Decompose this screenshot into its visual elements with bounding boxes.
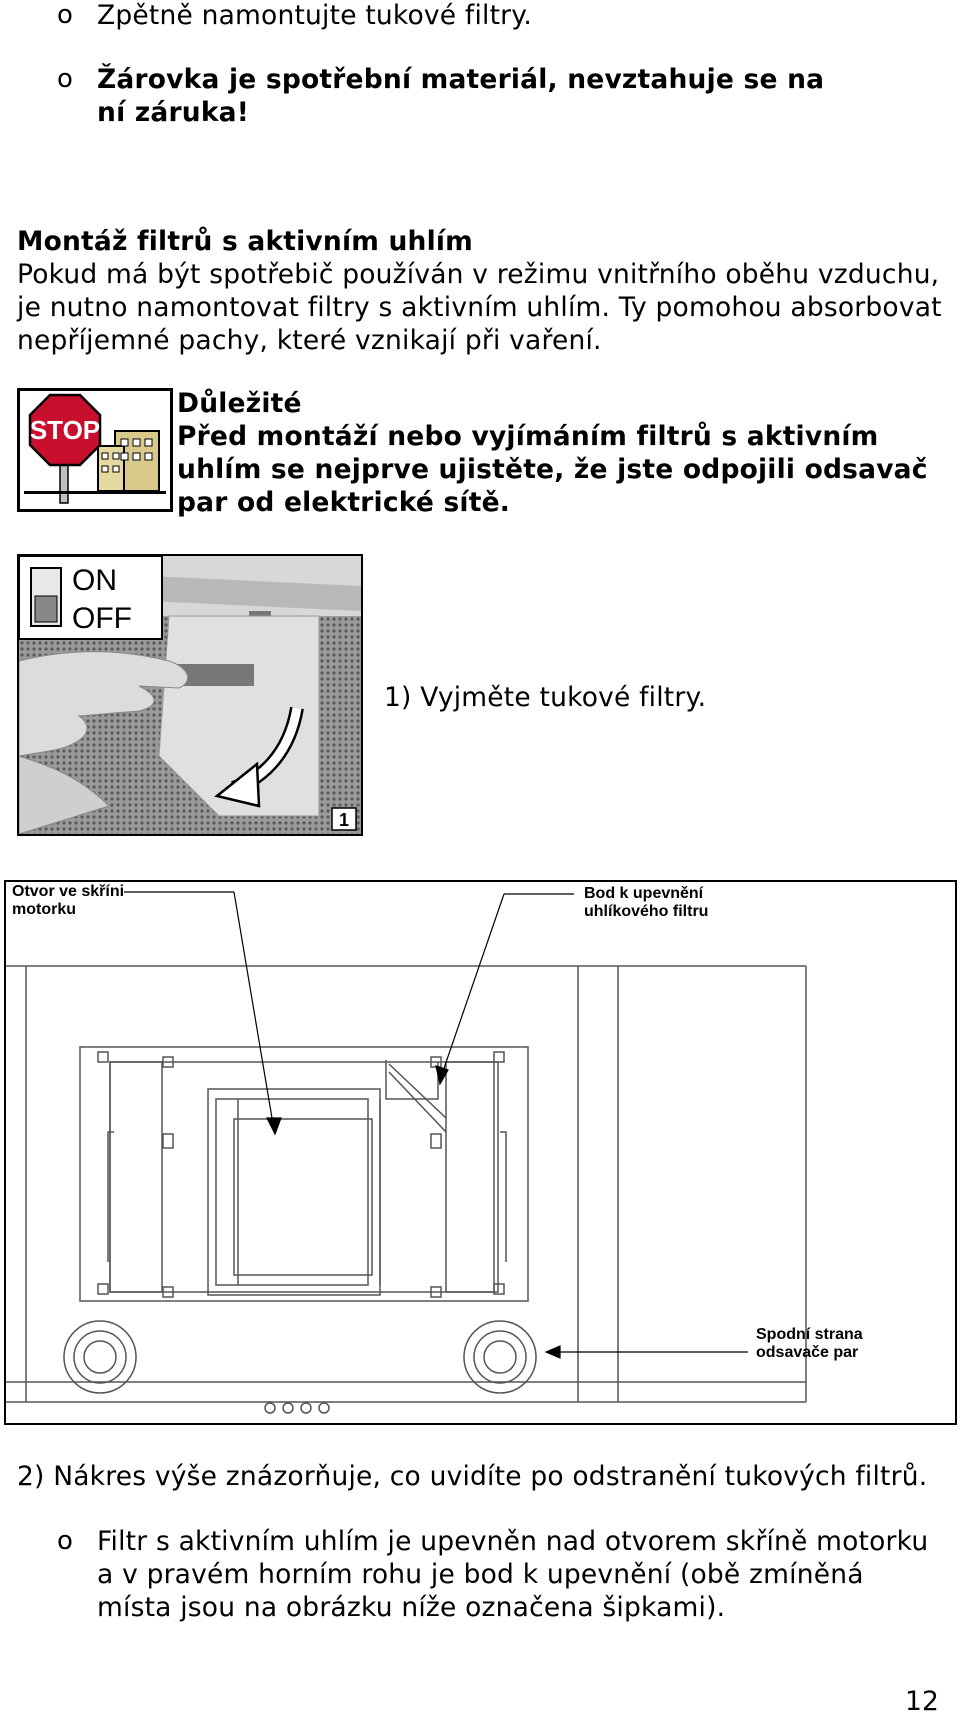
warning-text: Před montáží nebo vyjímáním filtrů s aktivním uhlím se nejprve ujistěte, že jste odpojili odsavač par od elektrické sítě. bbox=[177, 421, 928, 518]
label-fixing-point: Bod k upevnění uhlíkového filtru bbox=[584, 885, 709, 920]
section-body: Pokud má být spotřebič používán v režimu vnitřního oběhu vzduchu, je nutno namontovat filtry s aktivním uhlím. Ty pomohou absorbovat nepříjemné pachy, které vznikají při vaření. bbox=[17, 259, 942, 356]
bullet-text-warranty: Žárovka je spotřební materiál, nevztahuje se na ní záruka! bbox=[97, 64, 825, 128]
stop-sign-text: STOP bbox=[29, 415, 101, 445]
stop-sign-illustration bbox=[17, 388, 173, 512]
figure2-caption: 2) Nákres výše znázorňuje, co uvidíte po odstranění tukových filtrů. bbox=[17, 1461, 928, 1492]
label-motor-opening: Otvor ve skříni motorku bbox=[12, 883, 125, 918]
warning-title: Důležité bbox=[177, 388, 302, 419]
figure-hood-underside bbox=[4, 880, 957, 1425]
label-hood-bottom: Spodní strana odsavače par bbox=[756, 1326, 863, 1361]
section-heading: Montáž filtrů s aktivním uhlím bbox=[17, 226, 473, 257]
filter-removal-illustration bbox=[19, 556, 361, 834]
page-number: 12 bbox=[905, 1686, 940, 1717]
bullet-marker: o bbox=[57, 64, 74, 94]
bullet-text: Zpětně namontujte tukové filtry. bbox=[97, 0, 532, 31]
switch-on-label: ON bbox=[72, 564, 117, 597]
bullet-marker: o bbox=[57, 0, 74, 30]
figure-remove-grease-filter bbox=[17, 554, 363, 836]
figure1-caption: 1) Vyjměte tukové filtry. bbox=[384, 682, 707, 713]
figure-number: 1 bbox=[338, 810, 350, 830]
bullet-text: Filtr s aktivním uhlím je upevněn nad otvorem skříně motorku a v pravém horním rohu je bod k upevnění (obě zmíněná místa jsou na obrázku níže označena šipkami). bbox=[97, 1526, 929, 1623]
stop-sign-icon bbox=[20, 391, 170, 509]
bullet-marker: o bbox=[57, 1526, 74, 1556]
switch-off-label: OFF bbox=[72, 602, 132, 635]
